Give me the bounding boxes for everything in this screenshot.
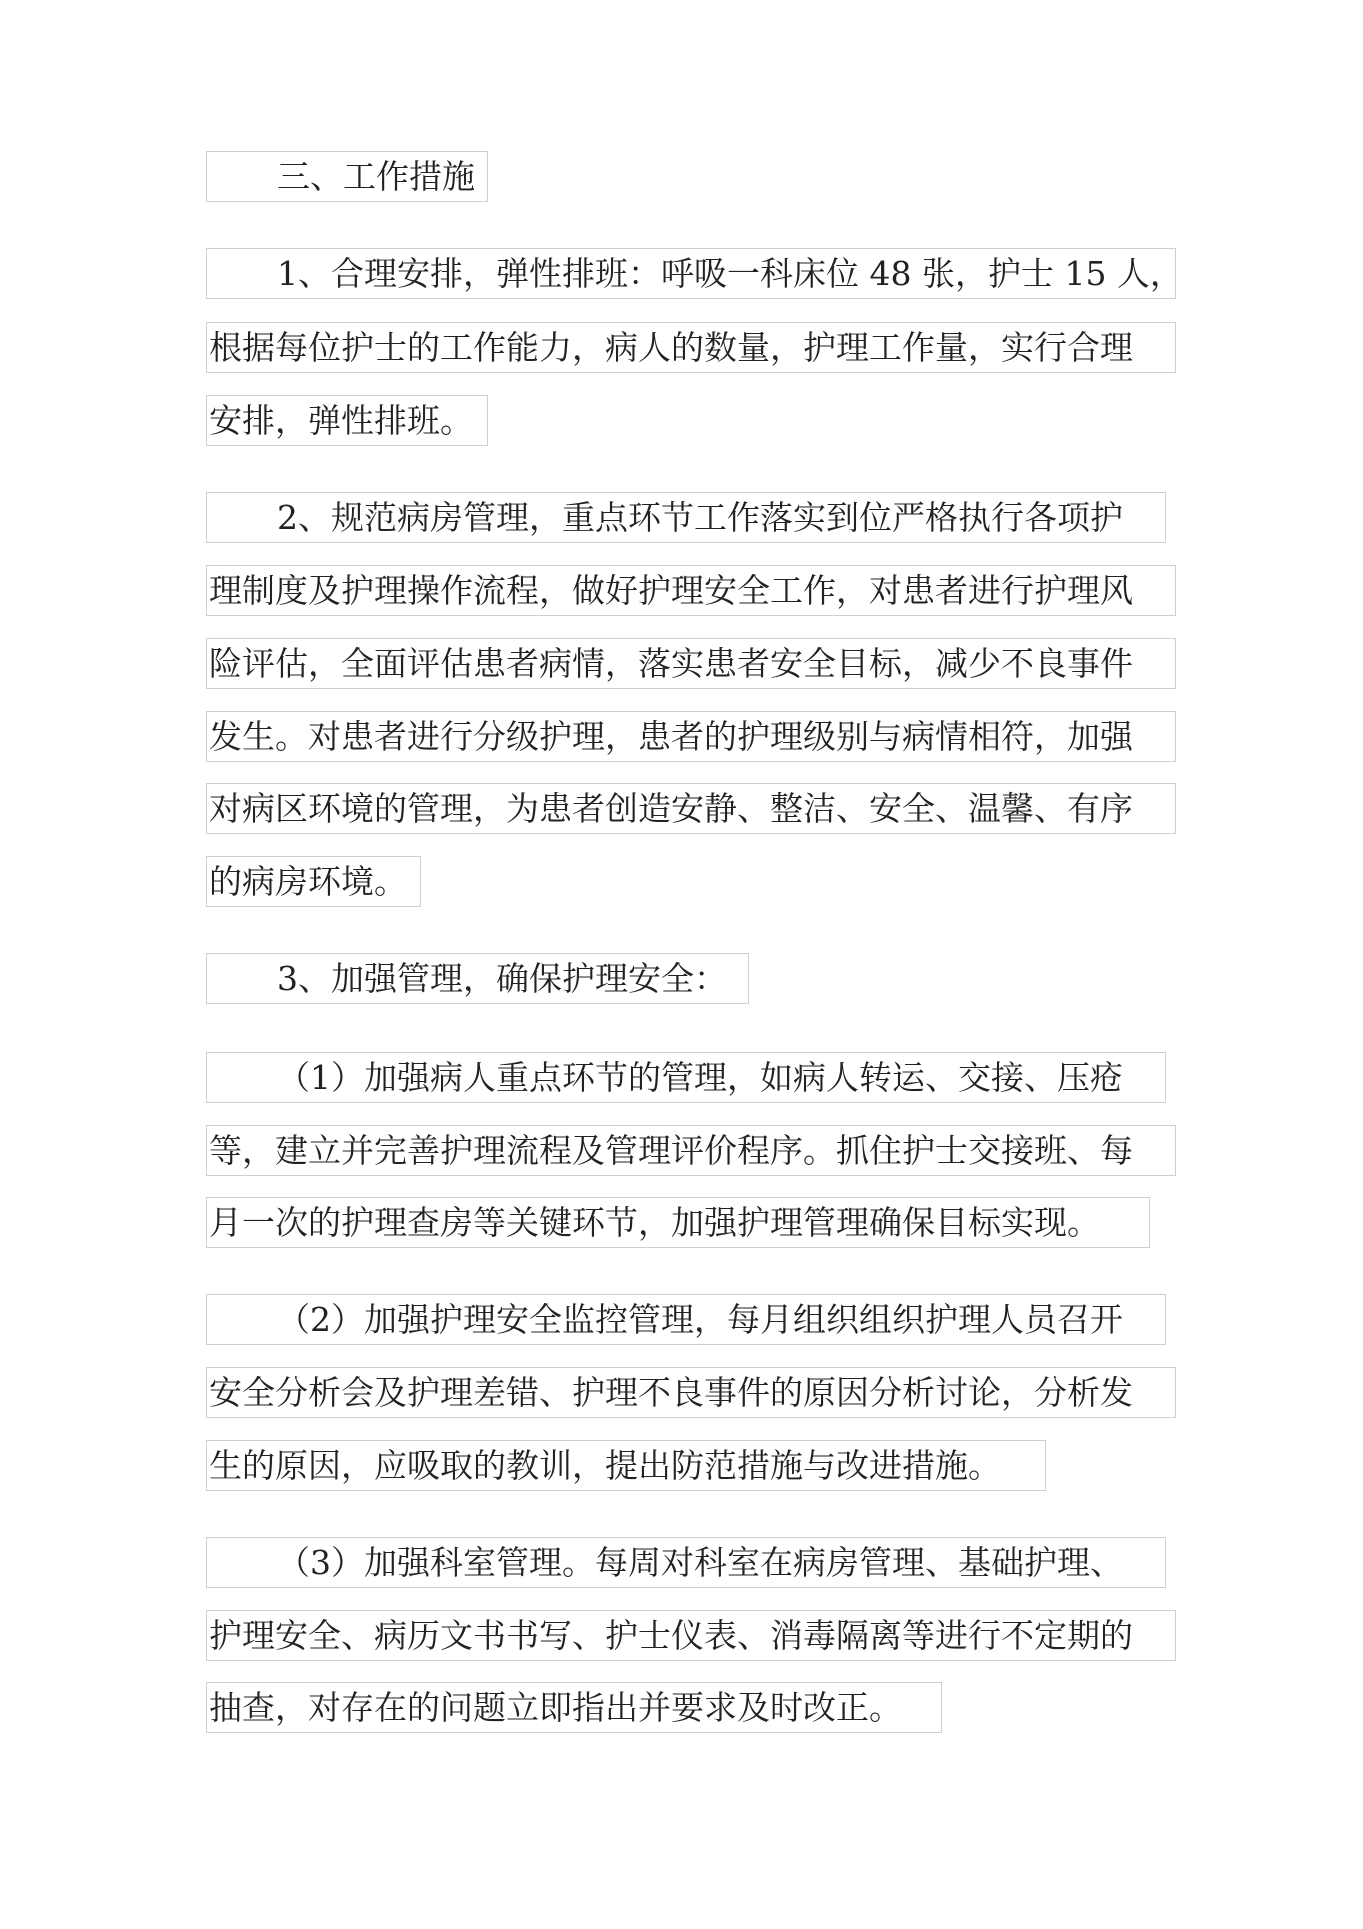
paragraph-4-line-2: 等，建立并完善护理流程及管理评价程序。抓住护士交接班、每: [206, 1125, 1176, 1176]
paragraph-1-line-1: 1、合理安排，弹性排班：呼吸一科床位 48 张，护士 15 人，: [206, 248, 1176, 299]
paragraph-5-line-3: 生的原因，应吸取的教训，提出防范措施与改进措施。: [206, 1440, 1046, 1491]
paragraph-5-line-1: （2）加强护理安全监控管理，每月组织组织护理人员召开: [206, 1294, 1166, 1345]
paragraph-2-line-2: 理制度及护理操作流程，做好护理安全工作，对患者进行护理风: [206, 565, 1176, 616]
paragraph-6-line-3: 抽查，对存在的问题立即指出并要求及时改正。: [206, 1682, 942, 1733]
paragraph-5-line-2: 安全分析会及护理差错、护理不良事件的原因分析讨论，分析发: [206, 1367, 1176, 1418]
paragraph-2-line-1: 2、规范病房管理，重点环节工作落实到位严格执行各项护: [206, 492, 1166, 543]
paragraph-2-line-3: 险评估，全面评估患者病情，落实患者安全目标，减少不良事件: [206, 638, 1176, 689]
section-heading: 三、工作措施: [206, 151, 488, 202]
paragraph-1-line-2: 根据每位护士的工作能力，病人的数量，护理工作量，实行合理: [206, 322, 1176, 373]
paragraph-2-line-6: 的病房环境。: [206, 856, 421, 907]
paragraph-1-line-3: 安排，弹性排班。: [206, 395, 488, 446]
paragraph-3-line-1: 3、加强管理，确保护理安全：: [206, 953, 749, 1004]
paragraph-4-line-3: 月一次的护理查房等关键环节，加强护理管理确保目标实现。: [206, 1197, 1150, 1248]
paragraph-4-line-1: （1）加强病人重点环节的管理，如病人转运、交接、压疮: [206, 1052, 1166, 1103]
paragraph-6-line-2: 护理安全、病历文书书写、护士仪表、消毒隔离等进行不定期的: [206, 1610, 1176, 1661]
paragraph-2-line-4: 发生。对患者进行分级护理，患者的护理级别与病情相符，加强: [206, 711, 1176, 762]
paragraph-2-line-5: 对病区环境的管理，为患者创造安静、整洁、安全、温馨、有序: [206, 783, 1176, 834]
paragraph-6-line-1: （3）加强科室管理。每周对科室在病房管理、基础护理、: [206, 1537, 1166, 1588]
